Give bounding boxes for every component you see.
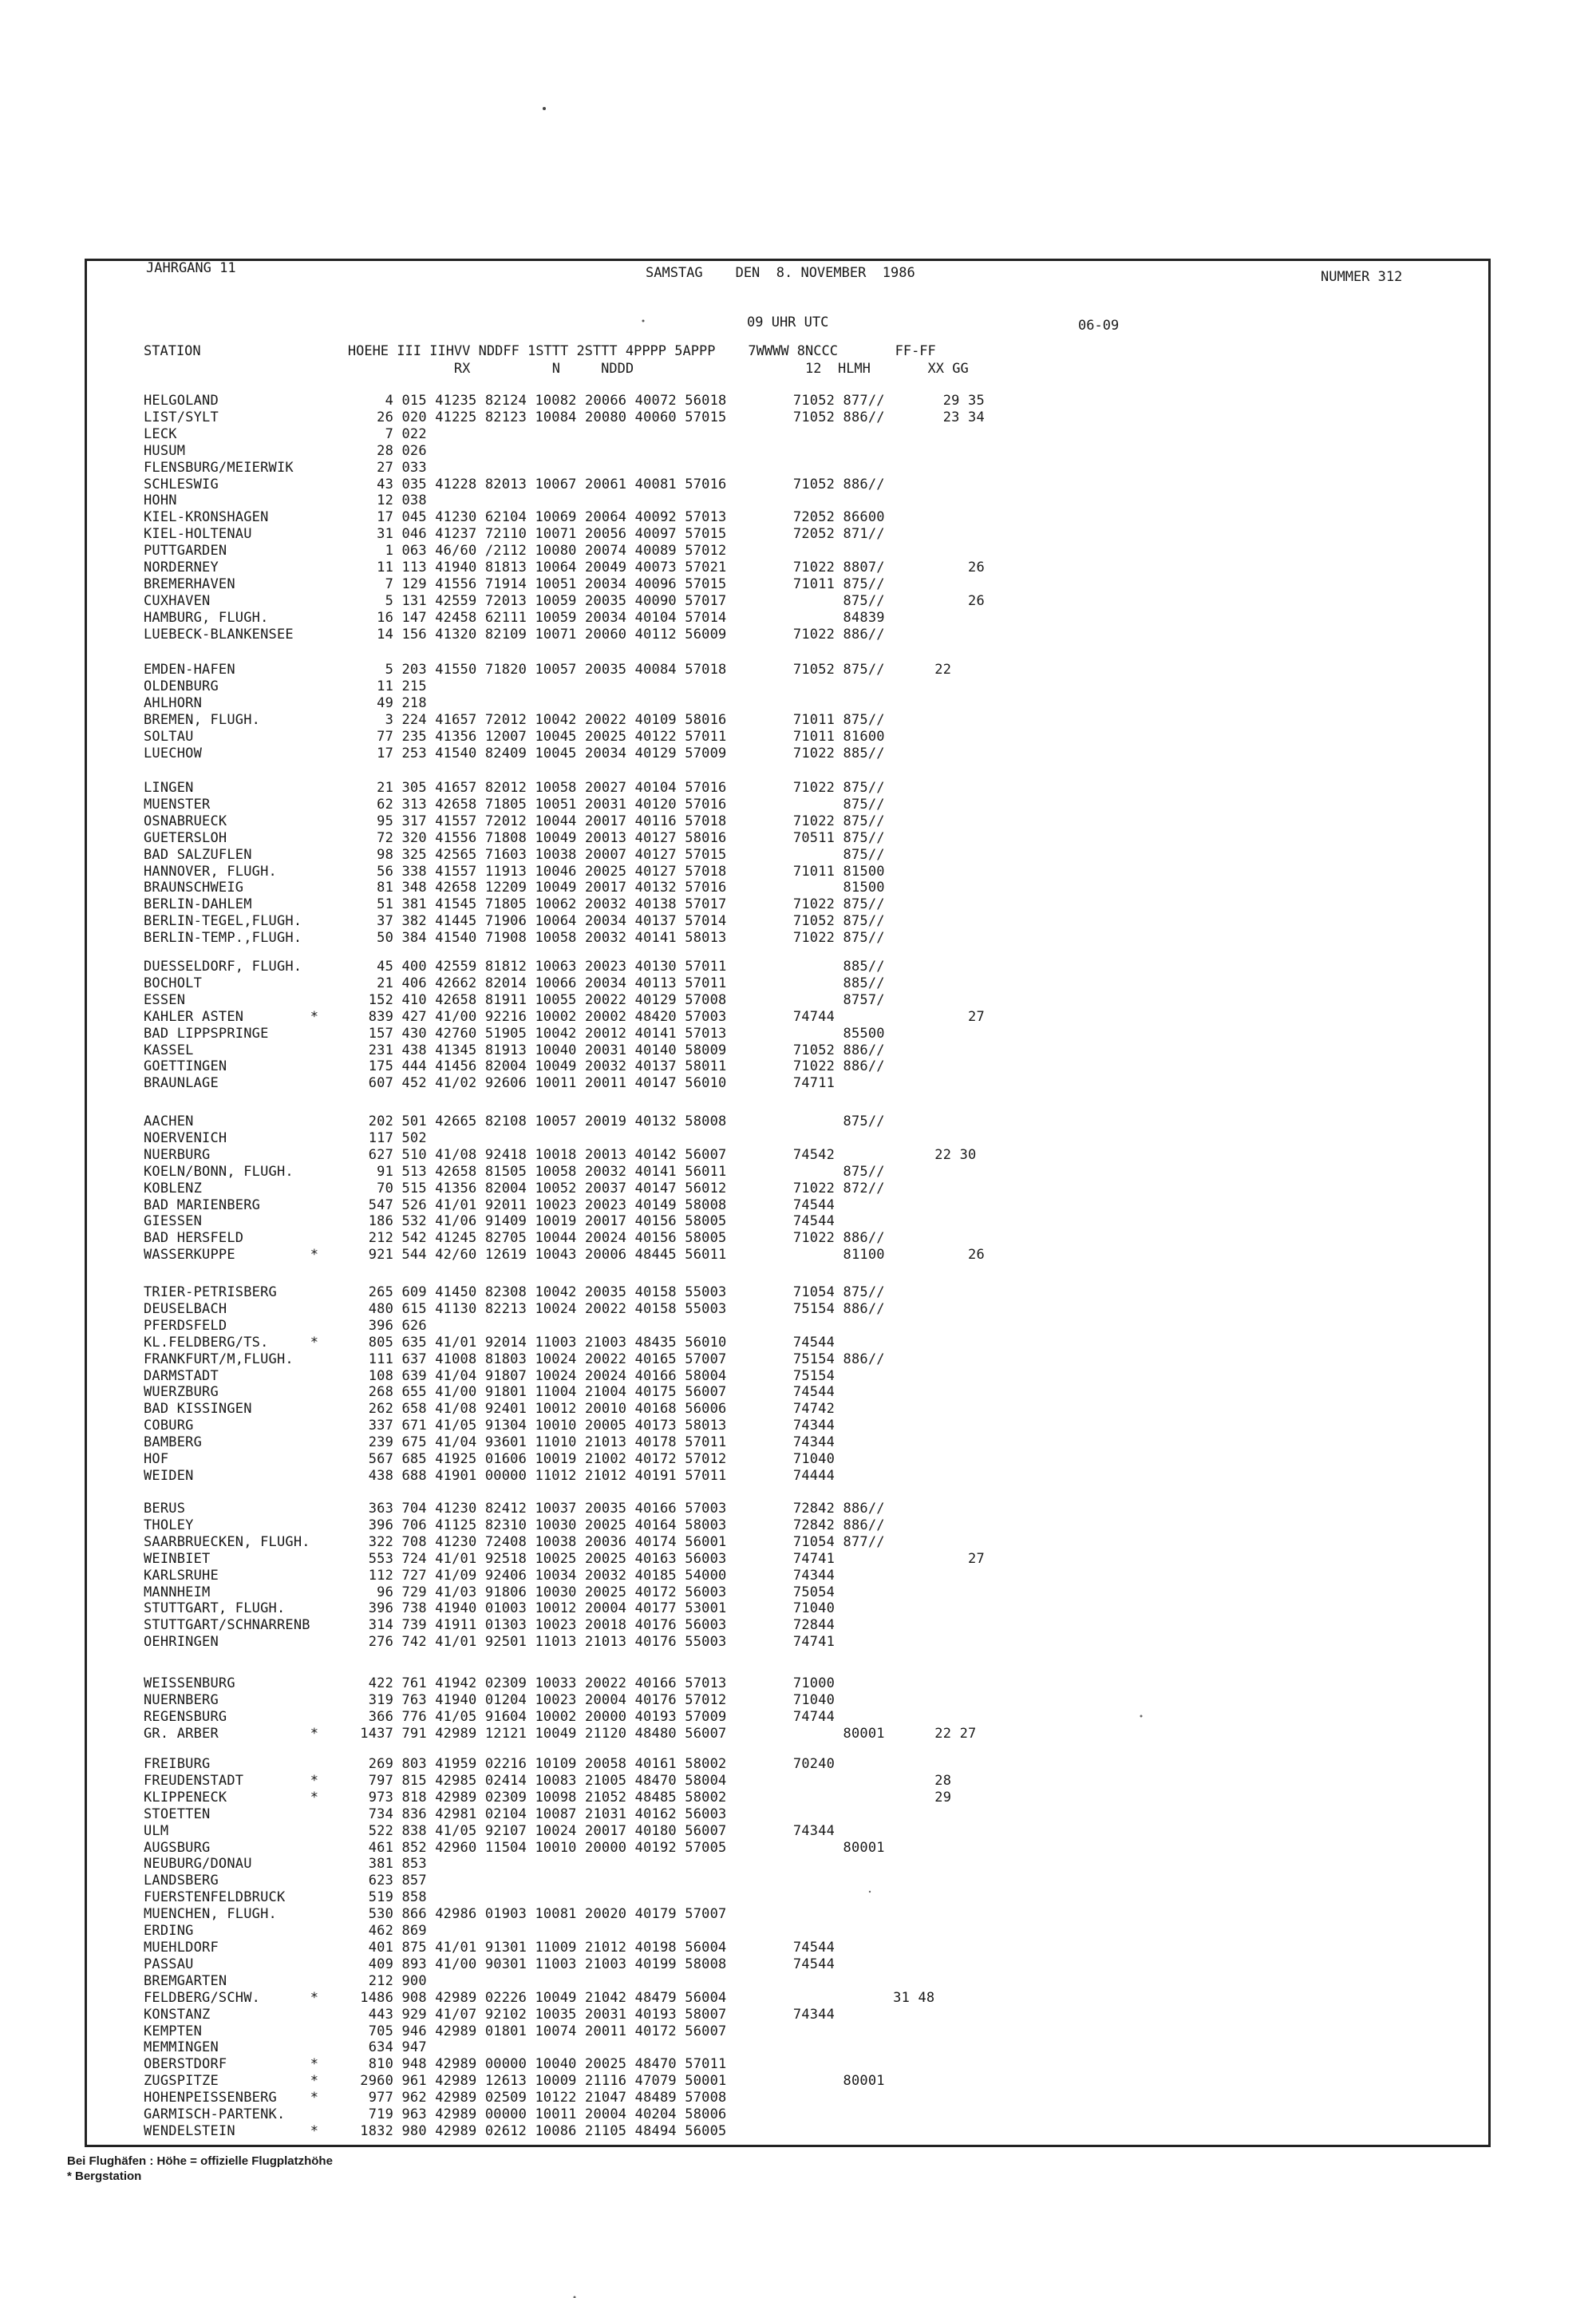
table-row: BERUS 363 704 41230 82412 10037 20035 40166 57003 72842 886// [144,1501,885,1517]
table-row: BAD SALZUFLEN 98 325 42565 71603 10038 20007 40127 57015 875// [144,846,885,863]
table-row: SAARBRUECKEN, FLUGH. 322 708 41230 72408 10038 20036 40174 56001 71054 877// [144,1533,885,1550]
table-row: KASSEL 231 438 41345 81913 10040 20031 40140 58009 71052 886// [144,1042,885,1058]
table-row: CUXHAVEN 5 131 42559 72013 10059 20035 40090 57017 875// 26 [144,592,985,609]
table-row: GARMISCH-PARTENK. 719 963 42989 00000 10011 20004 40204 58006 [144,2106,727,2123]
table-row: KL.FELDBERG/TS. * 805 635 41/01 92014 11003 21003 48435 56010 74544 [144,1334,836,1351]
table-row: FRANKFURT/M,FLUGH. 111 637 41008 81803 10024 20022 40165 57007 75154 886// [144,1351,885,1367]
table-row: HANNOVER, FLUGH. 56 338 41557 11913 10046 20025 40127 57018 71011 81500 [144,863,885,880]
table-row: HAMBURG, FLUGH. 16 147 42458 62111 10059 20034 40104 57014 84839 [144,609,885,626]
table-row: KEMPTEN 705 946 42989 01801 10074 20011 40172 56007 [144,2023,727,2039]
footnote-mountain-station: * Bergstation [67,2169,142,2183]
table-row: WUERZBURG 268 655 41/00 91801 11004 21004 40175 56007 74544 [144,1384,836,1401]
volume-label: JAHRGANG 11 [146,260,236,276]
table-row: HELGOLAND 4 015 41235 82124 10082 20066 40072 56018 71052 877// 29 35 [144,393,985,409]
table-row: DARMSTADT 108 639 41/04 91807 10024 20024 40166 58004 75154 [144,1367,836,1384]
table-row: FLENSBURG/MEIERWIK 27 033 [144,459,427,476]
table-row: GOETTINGEN 175 444 41456 82004 10049 20032 40137 58011 71022 886// [144,1058,885,1075]
table-row: AUGSBURG 461 852 42960 11504 10010 20000 40192 57005 80001 [144,1839,885,1856]
table-row: BAMBERG 239 675 41/04 93601 11010 21013 40178 57011 74344 [144,1434,836,1451]
footnote-airports: Bei Flughäfen : Höhe = offizielle Flugplatzhöhe [67,2154,333,2168]
table-row: KAHLER ASTEN * 839 427 41/00 92216 10002 20002 48420 57003 74744 27 [144,1008,985,1025]
table-row: LUECHOW 17 253 41540 82409 10045 20034 40129 57009 71022 885// [144,745,885,761]
table-row: HOF 567 685 41925 01606 10019 21002 40172 57012 71040 [144,1451,836,1468]
table-row: BAD HERSFELD 212 542 41245 82705 10044 20024 40156 58005 71022 886// [144,1230,885,1247]
table-row: PFERDSFELD 396 626 [144,1317,427,1334]
table-row: KOELN/BONN, FLUGH. 91 513 42658 81505 10058 20032 40141 56011 875// [144,1163,885,1180]
table-row: ERDING 462 869 [144,1923,427,1940]
table-row: LECK 7 022 [144,425,427,442]
table-row: KARLSRUHE 112 727 41/09 92406 10034 20032 40185 54000 74344 [144,1567,836,1584]
table-row: BREMERHAVEN 7 129 41556 71914 10051 20034 40096 57015 71011 875// [144,575,885,592]
table-row: KIEL-KRONSHAGEN 17 045 41230 62104 10069 20064 40092 57013 72052 86600 [144,509,885,526]
wind-period: 06-09 [1078,318,1120,334]
table-row: WENDELSTEIN * 1832 980 42989 02612 10086 21105 48494 56005 [144,2122,727,2139]
table-row: HUSUM 28 026 [144,442,427,459]
table-row: AACHEN 202 501 42665 82108 10057 20019 40132 58008 875// [144,1113,885,1129]
table-row: MANNHEIM 96 729 41/03 91806 10030 20025 40172 56003 75054 [144,1584,836,1600]
table-row: EMDEN-HAFEN 5 203 41550 71820 10057 20035 40084 57018 71052 875// 22 [144,662,952,678]
table-row: FUERSTENFELDBRUCK 519 858 [144,1889,427,1906]
table-row: WASSERKUPPE * 921 544 42/60 12619 10043 20006 48445 56011 81100 26 [144,1247,985,1264]
table-row: GR. ARBER * 1437 791 42989 12121 10049 21120 48480 56007 80001 22 27 [144,1725,977,1742]
table-row: FREUDENSTADT * 797 815 42985 02414 10083 21005 48470 58004 28 [144,1772,952,1789]
table-row: THOLEY 396 706 41125 82310 10030 20025 40164 58003 72842 886// [144,1517,885,1533]
table-row: DUESSELDORF, FLUGH. 45 400 42559 81812 10063 20023 40130 57011 885// [144,959,885,975]
table-row: MEMMINGEN 634 947 [144,2039,427,2056]
table-row: ESSEN 152 410 42658 81911 10055 20022 40129 57008 8757/ [144,991,885,1008]
table-row: NEUBURG/DONAU 381 853 [144,1856,427,1873]
table-row: REGENSBURG 366 776 41/05 91604 10002 20000 40193 57009 74744 [144,1708,836,1725]
table-row: OLDENBURG 11 215 [144,678,427,694]
table-row: KLIPPENECK * 973 818 42989 02309 10098 21052 48485 58002 29 [144,1789,952,1806]
table-row: PASSAU 409 893 41/00 90301 11003 21003 40199 58008 74544 [144,1956,836,1972]
table-row: KOBLENZ 70 515 41356 82004 10052 20037 40147 56012 71022 872// [144,1180,885,1196]
table-row: WEISSENBURG 422 761 41942 02309 10033 20022 40166 57013 71000 [144,1675,836,1691]
table-row: NOERVENICH 117 502 [144,1129,427,1146]
table-row: WEIDEN 438 688 41901 00000 11012 21012 40191 57011 74444 [144,1467,836,1484]
table-row: STUTTGART, FLUGH. 396 738 41940 01003 10012 20004 40177 53001 71040 [144,1600,836,1617]
table-row: LANDSBERG 623 857 [144,1873,427,1889]
table-row: KIEL-HOLTENAU 31 046 41237 72110 10071 20056 40097 57015 72052 871// [144,526,885,543]
table-row: WEINBIET 553 724 41/01 92518 10025 20025 40163 56003 74741 27 [144,1550,985,1567]
table-row: BERLIN-TEMP.,FLUGH. 50 384 41540 71908 10058 20032 40141 58013 71022 875// [144,930,885,947]
column-headers-row1: STATION HOEHE III IIHVV NDDFF 1STTT 2STTT 4PPPP 5APPP 7WWWW 8NCCC FF-FF [144,343,936,359]
table-row: HOHENPEISSENBERG * 977 962 42989 02509 10122 21047 48489 57008 [144,2090,727,2106]
table-row: OSNABRUECK 95 317 41557 72012 10044 20017 40116 57018 71022 875// [144,813,885,829]
observation-time: 09 UHR UTC [747,314,829,330]
table-row: STUTTGART/SCHNARRENB 314 739 41911 01303 10023 20018 40176 56003 72844 [144,1617,836,1634]
table-row: BRAUNLAGE 607 452 41/02 92606 10011 20011 40147 56010 74711 [144,1075,836,1092]
table-row: PUTTGARDEN 1 063 46/60 /2112 10080 20074 40089 57012 [144,543,727,560]
table-row: FELDBERG/SCHW. * 1486 908 42989 02226 10049 21042 48479 56004 31 48 [144,1989,935,2006]
table-row: BAD LIPPSPRINGE 157 430 42760 51905 10042 20012 40141 57013 85500 [144,1025,885,1042]
column-headers-row2: RX N NDDD 12 HLMH XX GG [144,361,969,377]
table-row: BRAUNSCHWEIG 81 348 42658 12209 10049 20017 40132 57016 81500 [144,880,885,896]
table-row: OBERSTDORF * 810 948 42989 00000 10040 20025 48470 57011 [144,2056,727,2073]
table-row: MUEHLDORF 401 875 41/01 91301 11009 21012 40198 56004 74544 [144,1939,836,1956]
table-row: BOCHOLT 21 406 42662 82014 10066 20034 40113 57011 885// [144,975,885,991]
table-row: NORDERNEY 11 113 41940 81813 10064 20049 40073 57021 71022 8807/ 26 [144,560,985,576]
table-row: ULM 522 838 41/05 92107 10024 20017 40180 56007 74344 [144,1822,836,1839]
table-row: OEHRINGEN 276 742 41/01 92501 11013 21013 40176 55003 74741 [144,1634,836,1651]
table-row: MUENSTER 62 313 42658 71805 10051 20031 40120 57016 875// [144,796,885,813]
table-row: BAD MARIENBERG 547 526 41/01 92011 10023 20023 40149 58008 74544 [144,1196,836,1213]
table-row: ZUGSPITZE * 2960 961 42989 12613 10009 21116 47079 50001 80001 [144,2073,885,2090]
table-row: KONSTANZ 443 929 41/07 92102 10035 20031 40193 58007 74344 [144,2006,836,2023]
date-label: SAMSTAG DEN 8. NOVEMBER 1986 [646,265,915,281]
table-row: STOETTEN 734 836 42981 02104 10087 21031 40162 56003 [144,1806,727,1822]
table-row: NUERBURG 627 510 41/08 92418 10018 20013 40142 56007 74542 22 30 [144,1146,977,1163]
table-row: NUERNBERG 319 763 41940 01204 10023 20004 40176 57012 71040 [144,1691,836,1708]
table-row: LUEBECK-BLANKENSEE 14 156 41320 82109 10071 20060 40112 56009 71022 886// [144,626,885,643]
table-row: TRIER-PETRISBERG 265 609 41450 82308 10042 20035 40158 55003 71054 875// [144,1284,885,1300]
table-row: LIST/SYLT 26 020 41225 82123 10084 20080 40060 57015 71052 886// 23 34 [144,409,985,425]
table-row: SOLTAU 77 235 41356 12007 10045 20025 40122 57011 71011 81600 [144,728,885,745]
table-row: AHLHORN 49 218 [144,694,427,711]
issue-number: NUMMER 312 [1321,269,1403,285]
table-row: MUENCHEN, FLUGH. 530 866 42986 01903 10081 20020 40179 57007 [144,1906,727,1923]
table-row: COBURG 337 671 41/05 91304 10010 20005 40173 58013 74344 [144,1418,836,1434]
table-row: SCHLESWIG 43 035 41228 82013 10067 20061 40081 57016 71052 886// [144,476,885,492]
table-row: BERLIN-TEGEL,FLUGH. 37 382 41445 71906 10064 20034 40137 57014 71052 875// [144,913,885,930]
table-row: FREIBURG 269 803 41959 02216 10109 20058 40161 58002 70240 [144,1756,836,1772]
table-row: DEUSELBACH 480 615 41130 82213 10024 20022 40158 55003 75154 886// [144,1300,885,1317]
table-row: BREMGARTEN 212 900 [144,1972,427,1989]
table-row: BREMEN, FLUGH. 3 224 41657 72012 10042 20022 40109 58016 71011 875// [144,711,885,728]
table-row: HOHN 12 038 [144,492,427,509]
table-row: BAD KISSINGEN 262 658 41/08 92401 10012 20010 40168 56006 74742 [144,1401,836,1418]
table-row: GUETERSLOH 72 320 41556 71808 10049 20013 40127 58016 70511 875// [144,829,885,846]
table-row: GIESSEN 186 532 41/06 91409 10019 20017 40156 58005 74544 [144,1213,836,1230]
table-row: BERLIN-DAHLEM 51 381 41545 71805 10062 20032 40138 57017 71022 875// [144,896,885,913]
table-row: LINGEN 21 305 41657 82012 10058 20027 40104 57016 71022 875// [144,780,885,796]
